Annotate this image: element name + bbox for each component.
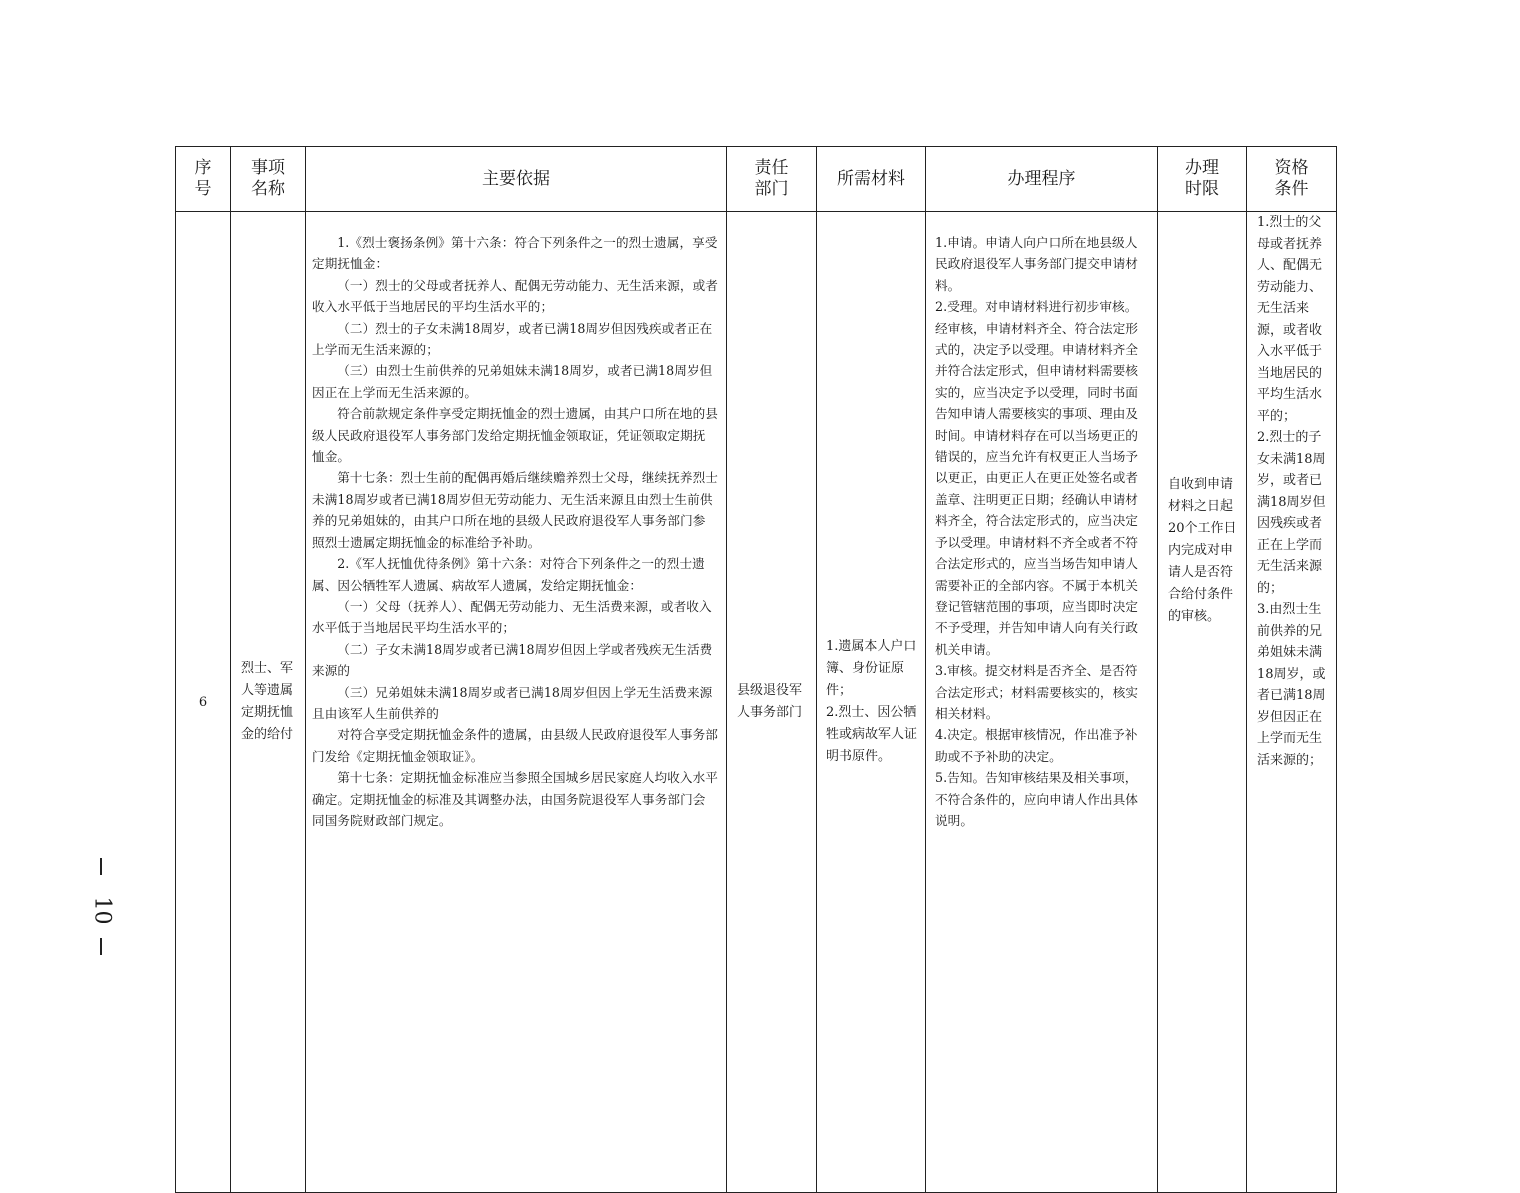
cell-procedure	[926, 212, 1158, 1193]
cell-materials	[817, 212, 926, 1193]
header-procedure: 办理程序	[926, 147, 1158, 212]
cell-basis	[306, 212, 727, 1193]
matters-table	[175, 146, 1337, 1193]
page-number-dash	[100, 858, 102, 875]
material-item: 2.烈士、因公牺牲或病故军人证明书原件。	[826, 705, 918, 764]
procedure-step: 2.受理。对申请材料进行初步审核。经审核，申请材料齐全、符合法定形式的，决定予以受理。申请材料齐全并符合法定形式，但申请材料需要核实的，应当决定予以受理，同时书面告知申请人需要核实的事项、理由及时间。申请材料存在可以当场更正的错误的，应当允许有权更正人当场予以更正，由更正人在更正处签名或者盖章、注明更正日期；经确认申请材料齐全，符合法定形式的，应当决定予以受理。申请材料不齐全或者不符合法定形式的，应当当场告知申请人需要补正的全部内容。不属于本机关登记管辖范围的事项，应当即时决定不予受理，并告知申请人向有关行政机关申请。	[935, 299, 1138, 657]
cell-name: 烈士、军人等遗属定期抚恤金的给付	[231, 212, 306, 1193]
qualification-item: 3.由烈士生前供养的兄弟姐妹未满18周岁，或者已满18周岁但因正在上学而无生活来源的；	[1257, 602, 1326, 768]
header-qualification: 资格 条件	[1247, 147, 1337, 212]
basis-paragraph: （二）烈士的子女未满18周岁，或者已满18周岁但因残疾或者正在上学而无生活来源的；	[312, 320, 713, 358]
qualification-item: 2.烈士的子女未满18周岁，或者已满18周岁但因残疾或者正在上学而无生活来源的；	[1257, 430, 1326, 596]
basis-paragraph: 对符合享受定期抚恤金条件的遗属，由县级人民政府退役军人事务部门发给《定期抚恤金领取证》。	[312, 727, 718, 764]
basis-paragraph: 1.《烈士褒扬条例》第十六条：符合下列条件之一的烈士遗属，享受定期抚恤金：	[312, 235, 718, 272]
material-item: 1.遗属本人户口簿、身份证原件；	[826, 639, 917, 698]
procedure-step: 1.申请。申请人向户口所在地县级人民政府退役军人事务部门提交申请材料。	[935, 235, 1138, 293]
procedure-step: 4.决定。根据审核情况，作出准予补助或不予补助的决定。	[935, 727, 1138, 764]
header-dept: 责任 部门	[727, 147, 817, 212]
cell-seq: 6	[176, 212, 231, 1193]
procedure-step: 3.审核。提交材料是否齐全、是否符合法定形式；材料需要核实的，核实相关材料。	[935, 663, 1138, 721]
procedure-step: 5.告知。告知审核结果及相关事项，不符合条件的，应向申请人作出具体说明。	[935, 770, 1138, 828]
cell-qualification	[1247, 212, 1337, 1193]
basis-paragraph: （一）烈士的父母或者抚养人、配偶无劳动能力、无生活来源，或者收入水平低于当地居民的平均生活水平的；	[312, 277, 718, 315]
page-number-text: 10	[89, 896, 115, 925]
basis-paragraph: （二）子女未满18周岁或者已满18周岁但因上学或者残疾无生活费来源的	[312, 641, 713, 679]
cell-dept: 县级退役军人事务部门	[727, 212, 817, 1193]
header-basis: 主要依据	[306, 147, 727, 212]
header-time-limit: 办理 时限	[1158, 147, 1247, 212]
basis-paragraph: 符合前款规定条件享受定期抚恤金的烈士遗属，由其户口所在地的县级人民政府退役军人事务部门发给定期抚恤金领取证，凭证领取定期抚恤金。	[312, 406, 718, 465]
basis-paragraph: （三）兄弟姐妹未满18周岁或者已满18周岁但因上学无生活费来源且由该军人生前供养的	[312, 684, 713, 721]
qualification-item: 1.烈士的父母或者抚养人、配偶无劳动能力、无生活来源，或者收入水平低于当地居民的平均生活水平的；	[1257, 215, 1323, 424]
header-seq: 序 号	[176, 147, 231, 212]
basis-paragraph: 第十七条：烈士生前的配偶再婚后继续赡养烈士父母，继续抚养烈士未满18周岁或者已满18周岁但无劳动能力、无生活来源且由烈士生前供养的兄弟姐妹的，由其户口所在地的县级人民政府退役军人事务部门参照烈士遗属定期抚恤金的标准给予补助。	[312, 470, 718, 550]
basis-paragraph: （三）由烈士生前供养的兄弟姐妹未满18周岁，或者已满18周岁但因正在上学而无生活来源的。	[312, 363, 713, 400]
page-number-dash	[100, 938, 102, 955]
table-row	[176, 212, 1337, 1193]
page-number	[86, 858, 116, 958]
header-name: 事项 名称	[231, 147, 306, 212]
basis-paragraph: （一）父母（抚养人）、配偶无劳动能力、无生活费来源，或者收入水平低于当地居民平均生活水平的；	[312, 598, 712, 636]
basis-paragraph: 2.《军人抚恤优待条例》第十六条：对符合下列条件之一的烈士遗属、因公牺牲军人遗属、病故军人遗属，发给定期抚恤金：	[312, 556, 705, 593]
basis-paragraph: 第十七条：定期抚恤金标准应当参照全国城乡居民家庭人均收入水平确定。定期抚恤金的标准及其调整办法，由国务院退役军人事务部门会同国务院财政部门规定。	[312, 770, 718, 828]
cell-time-limit: 自收到申请材料之日起20个工作日内完成对申请人是否符合给付条件的审核。	[1158, 212, 1247, 1193]
header-row	[176, 147, 1337, 212]
header-materials: 所需材料	[817, 147, 926, 212]
